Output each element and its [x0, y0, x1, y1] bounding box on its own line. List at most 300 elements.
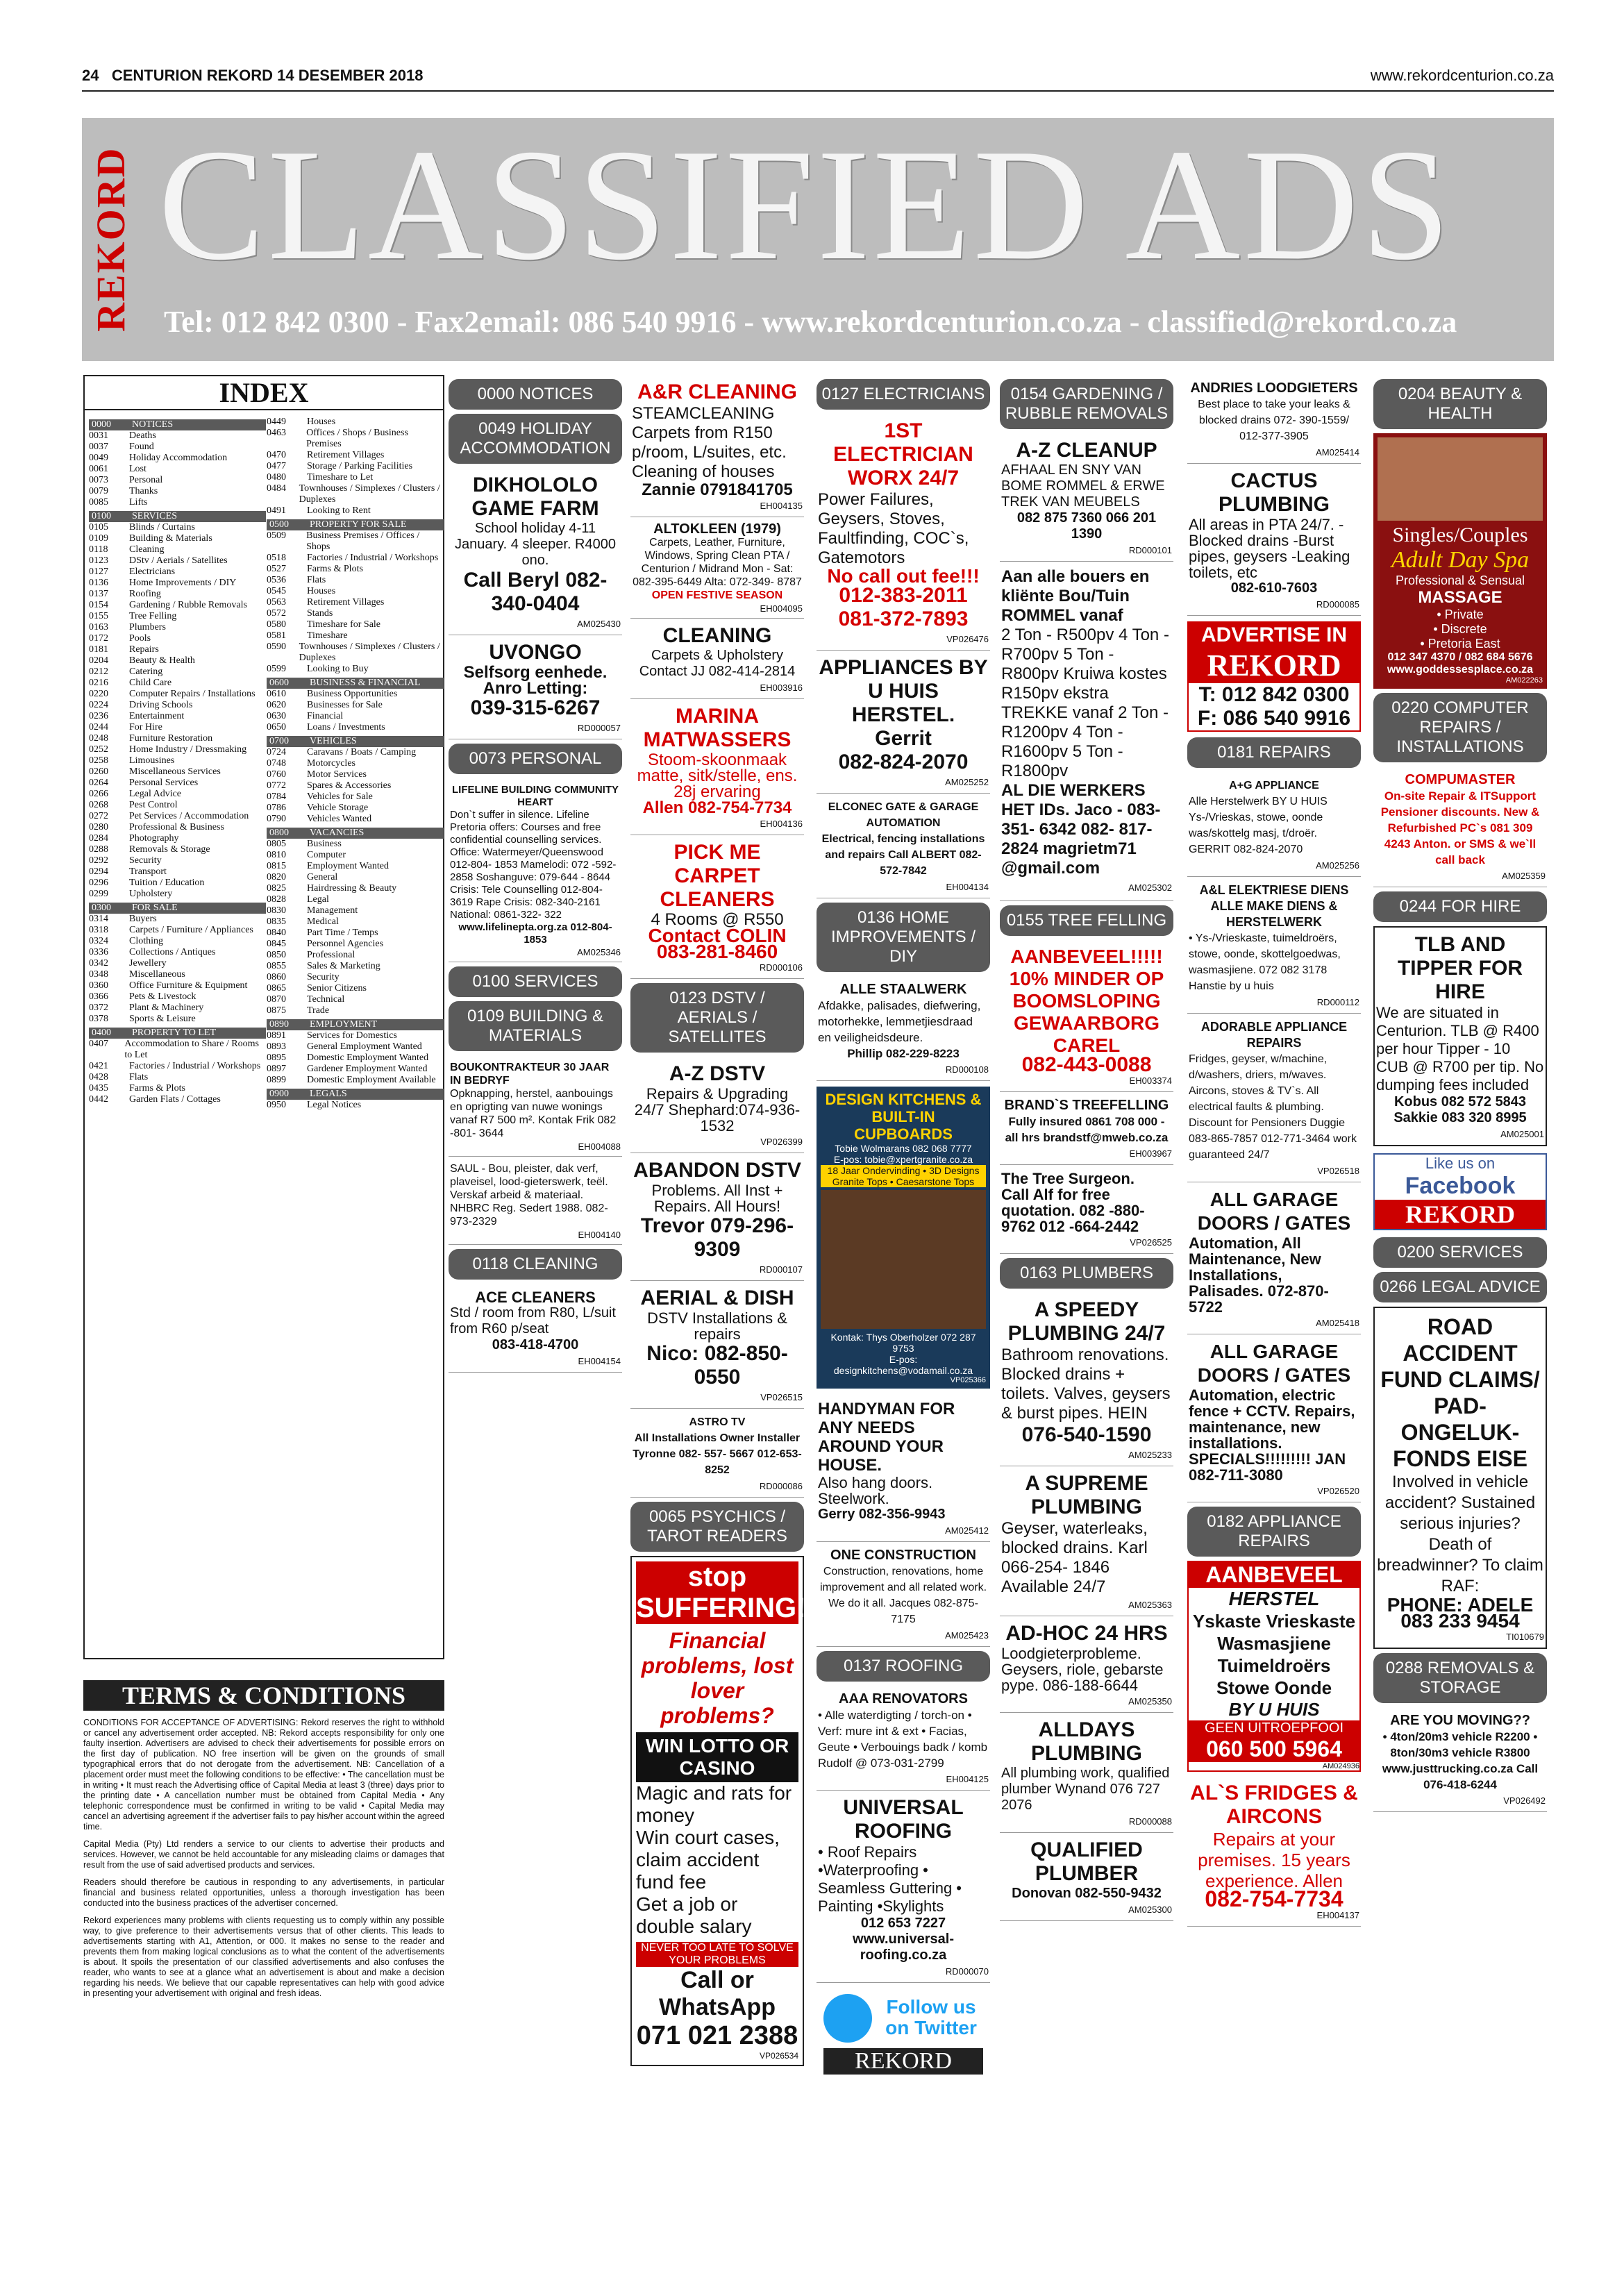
index-code: 0236	[89, 711, 108, 721]
index-code: 0600	[269, 678, 289, 688]
index-label: General Employment Wanted	[307, 1041, 422, 1052]
index-label: Medical	[307, 916, 339, 927]
index-code: 0366	[89, 991, 108, 1002]
index-label: Jewellery	[129, 958, 167, 969]
index-label: FOR SALE	[132, 903, 178, 913]
index-label: Professional & Business	[129, 822, 224, 832]
index-entry	[89, 622, 266, 633]
index-label: Lost	[129, 464, 147, 474]
index-entry	[89, 947, 266, 958]
classified-ad: A SPEEDY PLUMBING 24/7 Bathroom renovations. Blocked drains + toilets. Valves, geysers & burst pipes. HEIN 076-540-1590 AM025233	[1000, 1293, 1173, 1466]
index-code: 0258	[89, 755, 108, 766]
index-label: Holiday Accommodation	[129, 453, 228, 463]
index-section-heading	[267, 828, 444, 839]
index-label: Timeshare for Sale	[307, 619, 381, 630]
index-entry	[267, 1100, 444, 1111]
classified-ad: A&R CLEANING STEAMCLEANING Carpets from R150 p/room, L/suites, etc. Cleaning of houses Zannie 0791841705 EH004135	[630, 375, 804, 517]
index-label: Carpets / Furniture / Appliances	[129, 925, 253, 935]
index-code: 0800	[269, 828, 289, 838]
column-6	[1373, 375, 1547, 1812]
index-code: 0536	[267, 575, 286, 585]
section-header: 0000 NOTICES	[449, 379, 622, 410]
classified-ad: BOUKONTRAKTEUR 30 JAAR IN BEDRYF Opknapping, herstel, aanbouings en oprigting van nuwe wonings vanaf R7 500 m². Kontak Frik 082 -801- 3644 EH004088	[449, 1055, 622, 1157]
index-label: Beauty & Health	[129, 655, 195, 666]
index-label: Miscellaneous	[129, 969, 185, 980]
index-label: Motorcycles	[307, 758, 355, 769]
index-entry	[267, 894, 444, 905]
classified-ad: APPLIANCES BY U HUIS HERSTEL. Gerrit 082-824-2070 AM025252	[817, 651, 990, 794]
index-label: Employment Wanted	[307, 861, 389, 871]
index-label: EMPLOYMENT	[310, 1019, 378, 1030]
index-code: 0786	[267, 803, 286, 813]
index-label: Deaths	[129, 430, 156, 441]
classified-ad: A-Z CLEANUP AFHAAL EN SNY VAN BOME ROMMEL & ERWE TREK VAN MEUBELS 082 875 7360 066 201 1390 RD000101	[1000, 433, 1173, 562]
index-label: Factories / Industrial / Workshops	[307, 553, 439, 563]
index-panel	[83, 375, 444, 1659]
index-entry	[89, 475, 266, 486]
index-entry	[267, 928, 444, 939]
classified-ad: A-Z DSTV Repairs & Upgrading 24/7 Shephard:074-936-1532 VP026399	[630, 1057, 804, 1153]
classified-ad: AERIAL & DISH DSTV Installations & repairs Nico: 082-850-0550 VP026515	[630, 1281, 804, 1409]
index-entry	[89, 1072, 266, 1083]
index-label: Repairs	[129, 644, 159, 655]
classified-ad: ELCONEC GATE & GARAGE AUTOMATION Electrical, fencing installations and repairs Call ALBERT 082-572-7842 EH004134	[817, 794, 990, 898]
index-entry	[267, 450, 444, 461]
index-code: 0154	[89, 600, 108, 610]
index-label: Looking to Rent	[307, 505, 371, 516]
index-code: 0895	[267, 1053, 286, 1063]
index-label: Building & Materials	[129, 533, 212, 544]
index-code: 0900	[269, 1089, 289, 1099]
index-code: 0630	[267, 711, 286, 721]
index-entry	[89, 889, 266, 900]
index-code: 0109	[89, 533, 108, 544]
index-label: Upholstery	[129, 889, 173, 899]
masthead-contact: Tel: 012 842 0300 - Fax2email: 086 540 9916 - www.rekordcenturion.co.za - classified@rekord.co.za	[164, 305, 1457, 339]
index-label: VEHICLES	[310, 736, 357, 746]
column-3	[817, 375, 990, 2077]
index-entry	[267, 1064, 444, 1075]
index-entry	[267, 883, 444, 894]
index-entry	[267, 597, 444, 608]
index-code: 0296	[89, 878, 108, 888]
index-entry	[267, 1075, 444, 1086]
index-label: PROPERTY FOR SALE	[310, 519, 407, 530]
index-entry	[89, 430, 266, 442]
index-entry	[267, 791, 444, 803]
classified-ad: PICK ME CARPET CLEANERS 4 Rooms @ R550 Contact COLIN 083-281-8460 RD000106	[630, 835, 804, 979]
classified-ad: TLB AND TIPPER FOR HIRE We are situated in Centurion. TLB @ R400 per hour Tipper - 10 CUB @ R700 per tip. No dumping fees included Kobus 082 572 5843 Sakkie 083 320 8995 AM025001	[1373, 926, 1547, 1146]
index-label: Sales & Marketing	[307, 961, 380, 971]
index-entry	[267, 630, 444, 642]
index-entry	[89, 969, 266, 980]
index-entry	[267, 530, 444, 553]
index-code: 0830	[267, 905, 286, 916]
index-label: Vehicles for Sale	[307, 791, 373, 802]
index-entry	[89, 633, 266, 644]
index-code: 0477	[267, 461, 286, 471]
index-label: Plant & Machinery	[129, 1003, 204, 1013]
index-code: 0348	[89, 969, 108, 980]
index-entry	[267, 916, 444, 928]
index-label: Stands	[307, 608, 333, 619]
index-label: Motor Services	[307, 769, 367, 780]
index-code: 0865	[267, 983, 286, 994]
index-label: VACANCIES	[310, 828, 365, 838]
column-4	[1000, 375, 1173, 1921]
classified-ad: BRAND`S TREEFELLING Fully insured 0861 708 000 - all hrs brandstf@mweb.co.za EH003967	[1000, 1092, 1173, 1165]
index-code: 0828	[267, 894, 286, 905]
index-code: 0421	[89, 1061, 108, 1071]
index-label: Caravans / Boats / Camping	[307, 747, 417, 757]
index-label: Senior Citizens	[307, 983, 367, 994]
index-label: For Hire	[129, 722, 162, 732]
index-section-heading	[89, 511, 266, 522]
index-label: Tree Felling	[129, 611, 177, 621]
index-code: 0442	[89, 1094, 108, 1105]
index-section-heading	[89, 419, 266, 430]
index-entry	[89, 700, 266, 711]
index-code: 0220	[89, 689, 108, 699]
section-header: 0049 HOLIDAY ACCOMMODATION	[449, 414, 622, 464]
index-entry	[267, 575, 444, 586]
index-entry	[267, 689, 444, 700]
index-label: Farms & Plots	[307, 564, 363, 574]
index-code: 0500	[269, 519, 289, 530]
index-label: Catering	[129, 667, 163, 677]
masthead	[82, 118, 1554, 361]
section-header: 0200 SERVICES	[1373, 1237, 1547, 1268]
index-code: 0435	[89, 1083, 108, 1093]
index-label: Part Time / Temps	[307, 928, 378, 938]
index-entry	[267, 872, 444, 883]
index-entry	[89, 533, 266, 544]
index-entry	[267, 861, 444, 872]
classified-ad: UVONGO Selfsorg eenhede. Anro Letting: 039-315-6267 RD000057	[449, 635, 622, 739]
index-code: 0860	[267, 972, 286, 982]
index-code: 0810	[267, 850, 286, 860]
classified-ad: The Tree Surgeon. Call Alf for free quotation. 082 -880-9762 012 -664-2442 VP026525	[1000, 1165, 1173, 1254]
classified-ad: ROAD ACCIDENT FUND CLAIMS/ PAD-ONGELUK-FONDS EISE Involved in vehicle accident? Sustained serious injuries? Death of breadwinner? To claim RAF: PHONE: ADELE 083 233 9454 TI010679	[1373, 1307, 1547, 1649]
section-header: 0181 REPAIRS	[1187, 737, 1361, 768]
index-label: Gardener Employment Wanted	[307, 1064, 428, 1074]
index-label: Plumbers	[129, 622, 166, 632]
index-entry	[267, 619, 444, 630]
index-entry	[267, 950, 444, 961]
classified-ad: ASTRO TV All Installations Owner Installer Tyronne 082- 557- 5667 012-653-8252 RD000086	[630, 1409, 804, 1498]
index-code: 0875	[267, 1005, 286, 1016]
index-code: 0314	[89, 914, 108, 924]
section-header: 0244 FOR HIRE	[1373, 891, 1547, 922]
index-entry	[267, 722, 444, 733]
kitchen-photo	[821, 1190, 986, 1329]
index-entry	[267, 608, 444, 619]
index-code: 0378	[89, 1014, 108, 1024]
index-label: Houses	[307, 586, 336, 596]
index-entry	[267, 564, 444, 575]
index-code: 0893	[267, 1041, 286, 1052]
index-code: 0784	[267, 791, 286, 802]
index-entry	[89, 789, 266, 800]
promo-aanbeveel: AANBEVEEL HERSTEL Yskaste Vrieskaste Wasmasjiene Tuimeldroërs Stowe Oonde BY U HUIS GEEN UITROEPFOOI 060 500 5964 AM024936	[1187, 1561, 1361, 1772]
index-code: 0581	[267, 630, 286, 641]
index-label: Farms & Plots	[129, 1083, 185, 1093]
classified-ad: Aan alle bouers en kliënte Bou/Tuin ROMMEL vanaf 2 Ton - R500pv 4 Ton - R700pv 5 Ton - R800pv Kruiwa kostes R150pv ekstra TREKKE vanaf 2 Ton - R1200pv 4 Ton - R1600pv 5 Ton - R1800pv AL DIE WERKERS HET IDs. Jaco - 083-351- 6342 082- 817- 2824 magrietm71 @gmail.com AM025302	[1000, 562, 1173, 901]
index-code: 0491	[267, 505, 286, 516]
index-entry	[267, 505, 444, 517]
section-header: 0136 HOME IMPROVEMENTS / DIY	[817, 903, 990, 972]
index-label: Retirement Villages	[307, 597, 385, 607]
twitter-promo[interactable]: Follow us on Twitter REKORD	[817, 1987, 990, 2077]
index-code: 0599	[267, 664, 286, 674]
index-label: Flats	[307, 575, 326, 585]
classified-ad: ALL GARAGE DOORS / GATES Automation, All Maintenance, New Installations, Palisades. 072-870-5722 AM025418	[1187, 1182, 1361, 1334]
index-code: 0835	[267, 916, 286, 927]
index-code: 0724	[267, 747, 286, 757]
index-label: Electricians	[129, 567, 176, 577]
classified-ad: AANBEVEEL!!!!! 10% MINDER OP BOOMSLOPING GEWAARBORG CAREL 082-443-0088 EH003374	[1000, 940, 1173, 1092]
index-label: Offices / Shops / Business Premises	[306, 428, 408, 449]
index-label: Business Opportunities	[307, 689, 398, 699]
index-entry	[89, 914, 266, 925]
index-code: 0181	[89, 644, 108, 655]
index-section-heading	[267, 736, 444, 747]
index-entry	[89, 667, 266, 678]
index-code: 0850	[267, 950, 286, 960]
index-code: 0244	[89, 722, 108, 732]
index-code: 0266	[89, 789, 108, 799]
index-code: 0204	[89, 655, 108, 666]
index-label: Domestic Employment Wanted	[307, 1053, 429, 1063]
page-header	[82, 64, 1554, 92]
index-code: 0407	[89, 1039, 108, 1049]
index-entry	[89, 925, 266, 936]
index-label: Vehicle Storage	[307, 803, 369, 813]
classified-ad: A SUPREME PLUMBING Geyser, waterleaks, blocked drains. Karl 066-254- 1846 Available 24/7 AM025363	[1000, 1466, 1173, 1616]
index-code: 0897	[267, 1064, 286, 1074]
index-code: 0155	[89, 611, 108, 621]
index-code: 0260	[89, 766, 108, 777]
classified-ad: QUALIFIED PLUMBER Donovan 082-550-9432 AM025300	[1000, 1833, 1173, 1921]
page-number-and-publication: 24 CENTURION REKORD 14 DESEMBER 2018	[82, 67, 424, 84]
index-code: 0163	[89, 622, 108, 632]
index-label: Clothing	[129, 936, 164, 946]
classified-ad: SAUL - Bou, pleister, dak verf, plaveisel, lood-gieterswerk, teël. Verskaf arbeid & materiaal. NHBRC Reg. Sedert 1988. 082-973-2329 EH004140	[449, 1157, 622, 1245]
index-code: 0284	[89, 833, 108, 844]
index-code: 0127	[89, 567, 108, 577]
index-label: Collections / Antiques	[129, 947, 216, 957]
section-header: 0123 DSTV / AERIALS / SATELLITES	[630, 983, 804, 1053]
index-label: Technical	[307, 994, 345, 1005]
classified-ad: ABANDON DSTV Problems. All Inst + Repairs. All Hours! Trevor 079-296- 9309 RD000107	[630, 1153, 804, 1281]
section-header: 0073 PERSONAL	[449, 744, 622, 774]
index-label: Hairdressing & Beauty	[307, 883, 397, 894]
classified-ad: UNIVERSAL ROOFING • Roof Repairs •Waterproofing • Seamless Guttering • Painting •Skylights 012 653 7227 www.universal-roofing.co.za RD000070	[817, 1791, 990, 1983]
index-label: PROPERTY TO LET	[132, 1028, 217, 1038]
index-label: Buyers	[129, 914, 157, 924]
index-label: Vehicles Wanted	[307, 814, 372, 824]
index-code: 0031	[89, 430, 108, 441]
index-code: 0845	[267, 939, 286, 949]
index-entry	[89, 755, 266, 766]
index-code: 0463	[267, 428, 286, 438]
index-entry	[89, 936, 266, 947]
index-code: 0248	[89, 733, 108, 744]
index-column-right	[267, 417, 444, 1111]
column-5	[1187, 375, 1361, 1927]
index-code: 0100	[92, 511, 111, 521]
index-entry	[267, 664, 444, 675]
index-label: Trade	[307, 1005, 330, 1016]
index-label: Tuition / Education	[129, 878, 205, 888]
classified-ad: ACE CLEANERS Std / room from R80, L/suit from R60 p/seat 083-418-4700 EH004154	[449, 1284, 622, 1373]
index-entry	[267, 758, 444, 769]
masthead-title: CLASSIFIED ADS	[158, 116, 1453, 293]
index-label: Thanks	[129, 486, 158, 496]
index-label: Cleaning	[129, 544, 165, 555]
index-code: 0299	[89, 889, 108, 899]
index-entry	[89, 991, 266, 1003]
index-code: 0280	[89, 822, 108, 832]
classified-ad: ARE YOU MOVING?? • 4ton/20m3 vehicle R2200 • 8ton/30m3 vehicle R3800 www.justtrucking.co.za Call 076-418-6244 VP026492	[1373, 1707, 1547, 1812]
index-code: 0748	[267, 758, 286, 769]
index-entry	[89, 878, 266, 889]
index-code: 0336	[89, 947, 108, 957]
index-code: 0224	[89, 700, 108, 710]
index-label: Limousines	[129, 755, 175, 766]
index-entry	[89, 567, 266, 578]
index-entry	[89, 589, 266, 600]
section-header: 0155 TREE FELLING	[1000, 905, 1173, 936]
classified-ad: ALLE STAALWERK Afdakke, palisades, diefwering, motorhekke, lemmetjiesdraad en veiligheidsdeure. Phillip 082-229-8223 RD000108	[817, 976, 990, 1081]
section-header: 0182 APPLIANCE REPAIRS	[1187, 1507, 1361, 1557]
classified-ad: COMPUMASTER On-site Repair & ITSupport Pensioner discounts. New & Refurbished PC`s 081 309 4243 Anton. or SMS & we`ll call back AM025359	[1373, 766, 1547, 887]
index-label: Spares & Accessories	[307, 780, 392, 791]
index-section-heading	[89, 903, 266, 914]
terms-paragraph: Capital Media (Pty) Ltd renders a service to our clients to advertise their products and services. However, we cannot be held accountable for any misleading claims or damages that result from the use of said advertised products and services.	[83, 1839, 444, 1870]
index-code: 0300	[92, 903, 111, 913]
index-entry	[267, 839, 444, 850]
section-header: 0127 ELECTRICIANS	[817, 379, 990, 410]
index-entry	[267, 769, 444, 780]
index-entry	[267, 803, 444, 814]
index-label: Retirement Villages	[307, 450, 385, 460]
section-header: 0220 COMPUTER REPAIRS / INSTALLATIONS	[1373, 693, 1547, 762]
index-entry	[267, 814, 444, 825]
index-code: 0212	[89, 667, 108, 677]
index-entry	[267, 642, 444, 664]
index-label: Roofing	[129, 589, 161, 599]
classified-ad: ANDRIES LOODGIETERS Best place to take your leaks & blocked drains 072- 390-1559/ 012-377-3905 AM025414	[1187, 375, 1361, 464]
index-entry	[89, 1003, 266, 1014]
promo-stop-suffering: stop SUFFERING!!! Financial problems, lost lover problems? WIN LOTTO OR CASINO Magic and rats for money Win court cases, claim accident fund fee Get a job or double salary NEVER TOO LATE TO SOLVE YOUR PROBLEMS Call or WhatsApp 071 021 2388 VP026534	[630, 1556, 804, 2066]
classified-ad: DIKHOLOLO GAME FARM School holiday 4-11 January. 4 sleeper. R4000 ono. Call Beryl 082-340-0404 AM025430	[449, 468, 622, 635]
index-label: Removals & Storage	[129, 844, 210, 855]
index-label: Loans / Investments	[307, 722, 385, 732]
index-entry	[89, 1094, 266, 1105]
index-label: Driving Schools	[129, 700, 193, 710]
terms-paragraph: CONDITIONS FOR ACCEPTANCE OF ADVERTISING: Rekord reserves the right to withhold or cancel any advertisement order accepted. NB: Rekord accepts responsibility for only one faulty insertion. Advertisers are advised to check their advertisements for possible errors on the first day of publication. NO free insertion will be given on the grounds of small typographical errors that do not derogate from the advertisement. NB: Cancellation of a placement order must meet the following conditions to be effective: • The cancellation must be in writing • It must reach the Advertising office of Capital Media at least 3 (three) days prior to the printing date • A cancellation number must be obtained from Capital Media • Any telephonic correspondence must be confirmed in writing to be valid • Capital Media may cancel an advertising agreement if the advertiser fails to pay his/her account within the agreed time.	[83, 1718, 444, 1832]
index-section-heading	[267, 1089, 444, 1100]
section-header: 0109 BUILDING & MATERIALS	[449, 1001, 622, 1051]
index-section-heading	[267, 519, 444, 530]
index-code: 0484	[267, 483, 286, 494]
index-label: NOTICES	[132, 419, 174, 430]
index-label: Pets & Livestock	[129, 991, 196, 1002]
index-entry	[89, 800, 266, 811]
index-code: 0292	[89, 855, 108, 866]
index-entry	[89, 655, 266, 667]
index-label: Computer Repairs / Installations	[129, 689, 256, 699]
index-label: Sports & Leisure	[129, 1014, 196, 1024]
index-entry	[89, 486, 266, 497]
classified-ad: MARINA MATWASSERS Stoom-skoonmaak matte, sitk/stelle, ens. 28j ervaring Allen 082-754-7734 EH004136	[630, 699, 804, 835]
index-code: 0580	[267, 619, 286, 630]
index-code: 0590	[267, 642, 286, 652]
index-entry	[89, 733, 266, 744]
index-code: 0855	[267, 961, 286, 971]
index-entry	[267, 700, 444, 711]
index-code: 0264	[89, 778, 108, 788]
index-code: 0470	[267, 450, 286, 460]
index-code: 0105	[89, 522, 108, 533]
index-entry	[267, 1005, 444, 1016]
index-label: Photography	[129, 833, 179, 844]
index-label: Security	[129, 855, 162, 866]
index-code: 0272	[89, 811, 108, 821]
index-label: Furniture Restoration	[129, 733, 213, 744]
index-label: Flats	[129, 1072, 149, 1082]
promo-design-kitchens: DESIGN KITCHENS & BUILT-IN CUPBOARDS Tobie Wolmarans 082 068 7777 E-pos: tobie@xpertgranite.co.za 18 Jaar Ondervinding • 3D Designs Granite Tops • Caesarstone Tops Kontak: Thys Oberholzer 072 287 9753 E-pos: designkitchens@vodamail.co.za VP025366	[817, 1087, 990, 1389]
section-header: 0204 BEAUTY & HEALTH	[1373, 379, 1547, 429]
section-header: 0288 REMOVALS & STORAGE	[1373, 1653, 1547, 1703]
index-label: Pools	[129, 633, 151, 644]
index-label: Townhouses / Simplexes / Clusters / Duplexes	[299, 483, 440, 505]
index-entry	[267, 905, 444, 916]
index-label: Found	[129, 442, 154, 452]
index-label: Professional	[307, 950, 355, 960]
index-code: 0372	[89, 1003, 108, 1013]
index-label: Gardening / Rubble Removals	[129, 600, 247, 610]
classified-ad: ALLDAYS PLUMBING All plumbing work, qualified plumber Wynand 076 727 2076 RD000088	[1000, 1713, 1173, 1833]
index-code: 0840	[267, 928, 286, 938]
index-label: Child Care	[129, 678, 172, 688]
index-label: Financial	[307, 711, 344, 721]
index-code: 0518	[267, 553, 286, 563]
index-entry	[267, 1041, 444, 1053]
index-label: Lifts	[129, 497, 148, 508]
facebook-promo[interactable]: Like us on Facebook REKORD	[1373, 1153, 1547, 1230]
index-label: Factories / Industrial / Workshops	[129, 1061, 261, 1071]
index-code: 0288	[89, 844, 108, 855]
classified-ad: ALL GARAGE DOORS / GATES Automation, electric fence + CCTV. Repairs, maintenance, new installations. SPECIALS!!!!!!!!! JAN 082-711-3080 VP026520	[1187, 1334, 1361, 1502]
index-code: 0037	[89, 442, 108, 452]
index-code: 0950	[267, 1100, 286, 1110]
classified-ad: CLEANING Carpets & Upholstery Contact JJ 082-414-2814 EH003916	[630, 619, 804, 699]
index-section-heading	[267, 678, 444, 689]
website-link[interactable]: www.rekordcenturion.co.za	[1370, 67, 1554, 84]
advertise-in-rekord: ADVERTISE IN REKORD T: 012 842 0300 F: 086 540 9916	[1187, 621, 1361, 732]
index-entry	[267, 553, 444, 564]
index-label: Home Improvements / DIY	[129, 578, 237, 588]
column-2	[630, 375, 825, 2066]
index-code: 0509	[267, 530, 286, 541]
classified-ad: LIFELINE BUILDING COMMUNITY HEART Don`t suffer in silence. Lifeline Pretoria offers: Courses and free confidential counselling services. Office: Watermeyer/Queenswood 012-804- 1853 Mamelodi: 072 -592-2858 Soshanguve: 079-644 - 8644 Crisis: Tele Counselling 012-804- 3619 Rape Crisis: 082-340-2161 National: 0861-322- 322 www.lifelinepta.org.za 012-804-1853 AM025346	[449, 778, 622, 962]
index-code: 0073	[89, 475, 108, 485]
index-code: 0118	[89, 544, 108, 555]
index-code: 0790	[267, 814, 286, 824]
index-entry	[89, 689, 266, 700]
